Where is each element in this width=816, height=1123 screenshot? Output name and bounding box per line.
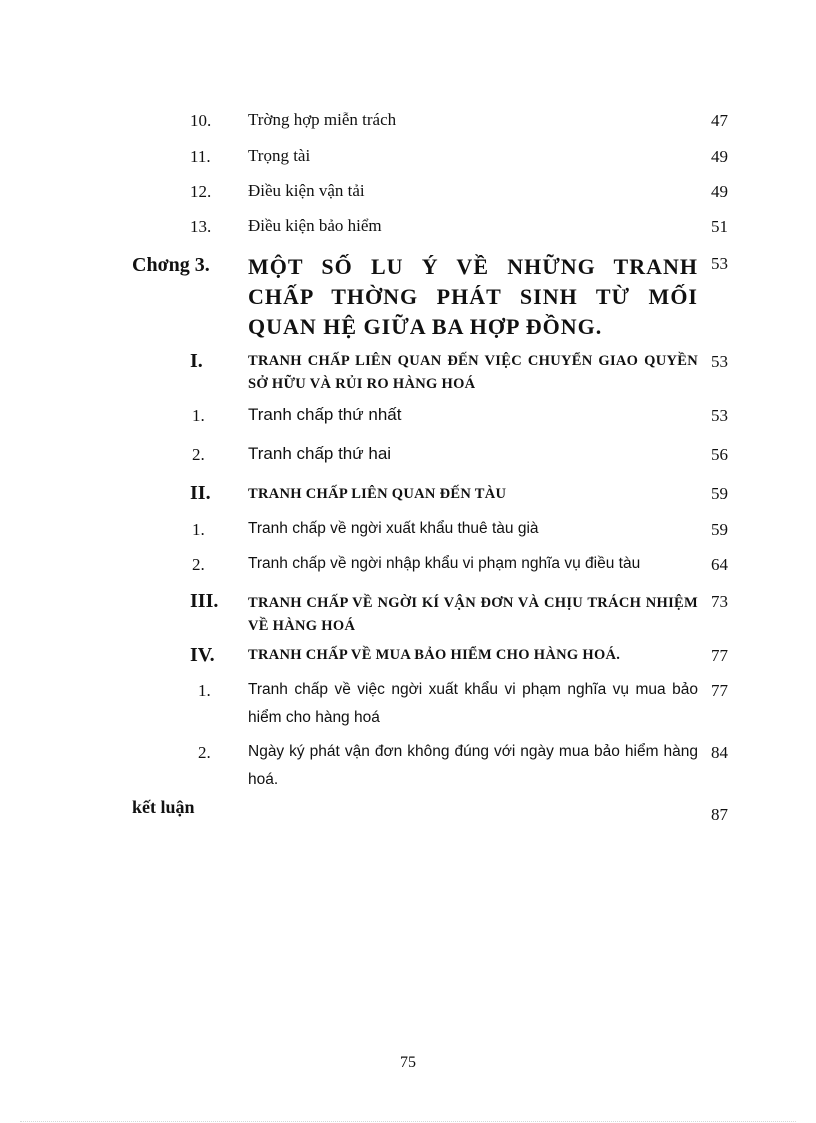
toc-title: Trờng hợp miễn trách [248,110,397,129]
conclusion-title: kết luận [132,797,195,817]
toc-number: 1. [192,406,205,425]
section-number: IV. [190,644,215,666]
toc-number: 1. [198,681,211,700]
toc-title: Tranh chấp về ngời xuất khẩu thuê tàu già [248,520,539,537]
toc-page: 84 [711,743,728,762]
toc-page: 53 [711,406,728,425]
toc-page: 59 [711,484,728,503]
toc-title: Tranh chấp về việc ngời xuất khẩu vi phạm nghĩa vụ mua bảo hiểm cho hàng hoá [248,681,698,726]
toc-page: 49 [711,147,728,166]
toc-number: 13. [190,217,212,236]
toc-title: Tranh chấp thứ hai [248,444,392,463]
toc-page: 73 [711,592,728,611]
toc-title: Tranh chấp về ngời nhập khẩu vi phạm nghĩa vụ điều tàu [248,555,641,572]
toc-page: 53 [711,352,728,371]
toc-title: Ngày ký phát vận đơn không đúng với ngày mua bảo hiểm hàng hoá. [248,743,698,788]
bottom-dotted-rule [20,1121,796,1122]
toc-page: 64 [711,555,728,574]
toc-page: 51 [711,217,728,236]
section-title: TRANH CHẤP LIÊN QUAN ĐẾN VIỆC CHUYỂN GIAO QUYỀN SỞ HỮU VÀ RỦI RO HÀNG HOÁ [248,353,698,392]
section-title: TRANH CHẤP LIÊN QUAN ĐẾN TÀU [248,486,507,502]
toc-page: 49 [711,182,728,201]
chapter-title: MỘT SỐ LU Ý VỀ NHỮNG TRANH CHẤP THỜNG PHÁT SINH TỪ MỐI QUAN HỆ GIỮA BA HỢP ĐỒNG. [248,254,698,339]
toc-number: 2. [198,743,211,762]
toc-number: 10. [190,111,212,130]
toc-number: 2. [192,555,205,574]
toc-title: Điều kiện vận tải [248,181,365,200]
toc-title: Tranh chấp thứ nhất [248,405,402,424]
toc-page: 59 [711,520,728,539]
page-number: 75 [400,1054,416,1071]
section-title: TRANH CHẤP VỀ MUA BẢO HIỂM CHO HÀNG HOÁ. [248,647,621,663]
toc-page: 77 [711,681,728,700]
toc-number: 12. [190,182,212,201]
toc-page: 47 [711,111,728,130]
toc-number: 11. [190,147,211,166]
section-title: TRANH CHẤP VỀ NGỜI KÍ VẬN ĐƠN VÀ CHỊU TRÁCH NHIỆM VỀ HÀNG HOÁ [248,595,698,634]
chapter-label: Chơng 3. [132,254,210,276]
toc-page: 87 [711,805,728,824]
toc-page: 53 [711,254,728,273]
section-number: I. [190,350,203,372]
toc-title: Trọng tài [248,146,311,165]
toc-page: 77 [711,646,728,665]
section-number: III. [190,590,219,612]
toc-page: 56 [711,445,728,464]
toc-number: 2. [192,445,205,464]
toc-number: 1. [192,520,205,539]
toc-title: Điều kiện bảo hiểm [248,216,382,235]
section-number: II. [190,482,211,504]
